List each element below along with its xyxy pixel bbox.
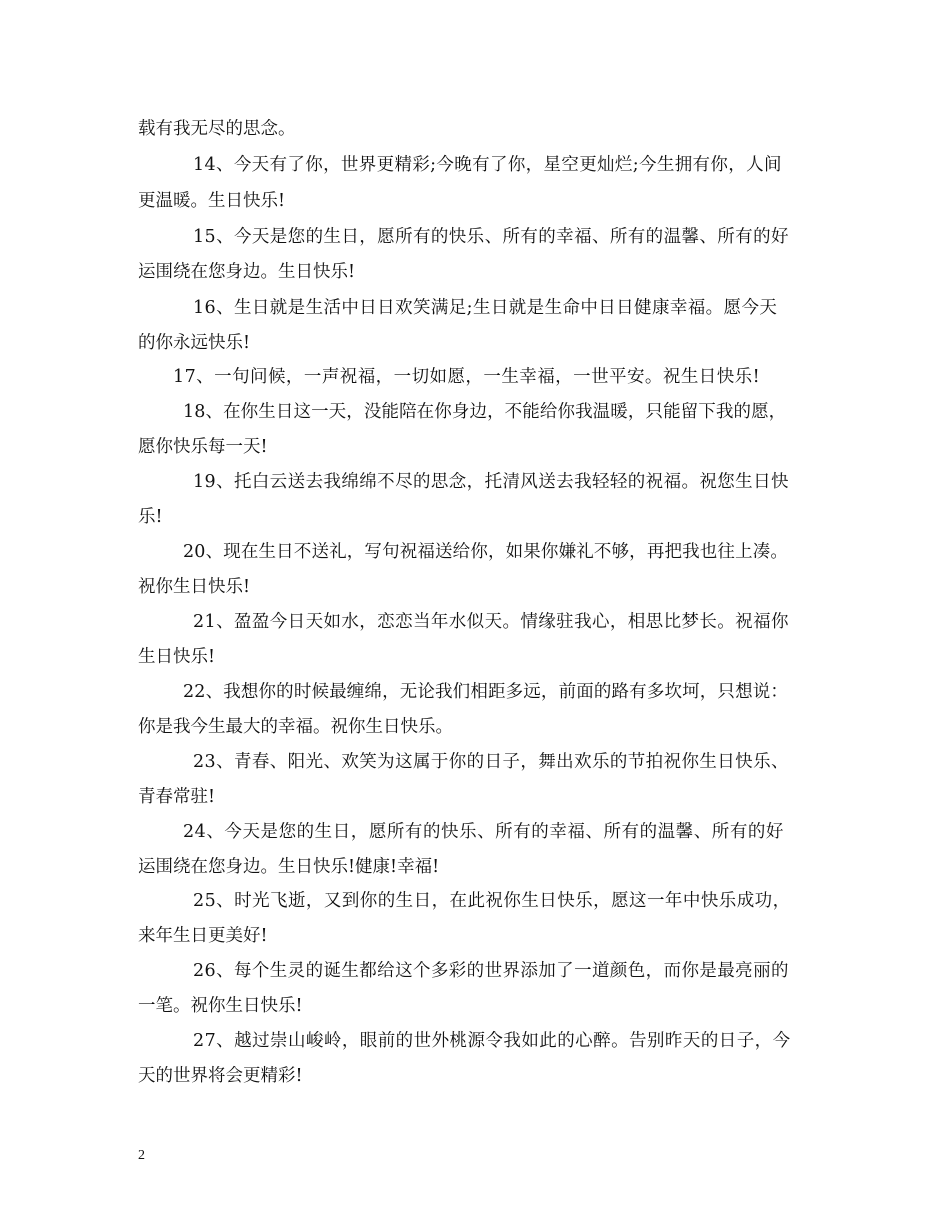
text-line: 祝你生日快乐!	[138, 577, 251, 597]
text-line: 你是我今生最大的幸福。祝你生日快乐。	[138, 717, 453, 737]
text-line: 19、托白云送去我绵绵不尽的思念，托清风送去我轻轻的祝福。祝您生日快	[193, 472, 789, 492]
text-line: 24、今天是您的生日，愿所有的快乐、所有的幸福、所有的温馨、所有的好	[183, 822, 784, 842]
text-line: 16、生日就是生活中日日欢笑满足;生日就是生命中日日健康幸福。愿今天	[193, 298, 778, 318]
text-line: 15、今天是您的生日，愿所有的快乐、所有的幸福、所有的温馨、所有的好	[193, 227, 789, 247]
text-line: 运围绕在您身边。生日快乐!	[138, 262, 356, 282]
text-line: 生日快乐!	[138, 647, 216, 667]
text-line: 21、盈盈今日天如水，恋恋当年水似天。情缘驻我心，相思比梦长。祝福你	[193, 612, 789, 632]
text-line: 的你永远快乐!	[138, 333, 251, 353]
text-line: 22、我想你的时候最缠绵，无论我们相距多远，前面的路有多坎坷，只想说：	[183, 682, 789, 702]
text-line: 更温暖。生日快乐!	[138, 191, 286, 211]
text-line: 26、每个生灵的诞生都给这个多彩的世界添加了一道颜色，而你是最亮丽的	[193, 961, 789, 981]
text-line: 27、越过崇山峻岭，眼前的世外桃源令我如此的心醉。告别昨天的日子，今	[193, 1031, 791, 1051]
text-line: 一笔。祝你生日快乐!	[138, 996, 303, 1016]
text-line: 18、在你生日这一天，没能陪在你身边，不能给你我温暖，只能留下我的愿，	[183, 402, 787, 422]
text-line: 运围绕在您身边。生日快乐!健康!幸福!	[138, 857, 440, 877]
text-line: 愿你快乐每一天!	[138, 437, 268, 457]
text-line: 青春常驻!	[138, 787, 216, 807]
text-line: 23、青春、阳光、欢笑为这属于你的日子，舞出欢乐的节拍祝你生日快乐、	[193, 752, 789, 772]
text-line: 载有我无尽的思念。	[138, 119, 296, 139]
text-line: 来年生日更美好!	[138, 926, 268, 946]
text-line: 乐!	[138, 507, 163, 527]
text-line: 20、现在生日不送礼，写句祝福送给你，如果你嫌礼不够，再把我也往上凑。	[183, 542, 789, 562]
text-line: 14、今天有了你，世界更精彩;今晚有了你，星空更灿烂;今生拥有你，人间	[193, 155, 782, 175]
text-line: 天的世界将会更精彩!	[138, 1066, 303, 1086]
text-line: 17、一句问候，一声祝福，一切如愿，一生幸福，一世平安。祝生日快乐!	[173, 367, 761, 387]
text-line: 25、时光飞逝，又到你的生日，在此祝你生日快乐，愿这一年中快乐成功，	[193, 891, 791, 911]
page-number: 2	[138, 1148, 145, 1163]
